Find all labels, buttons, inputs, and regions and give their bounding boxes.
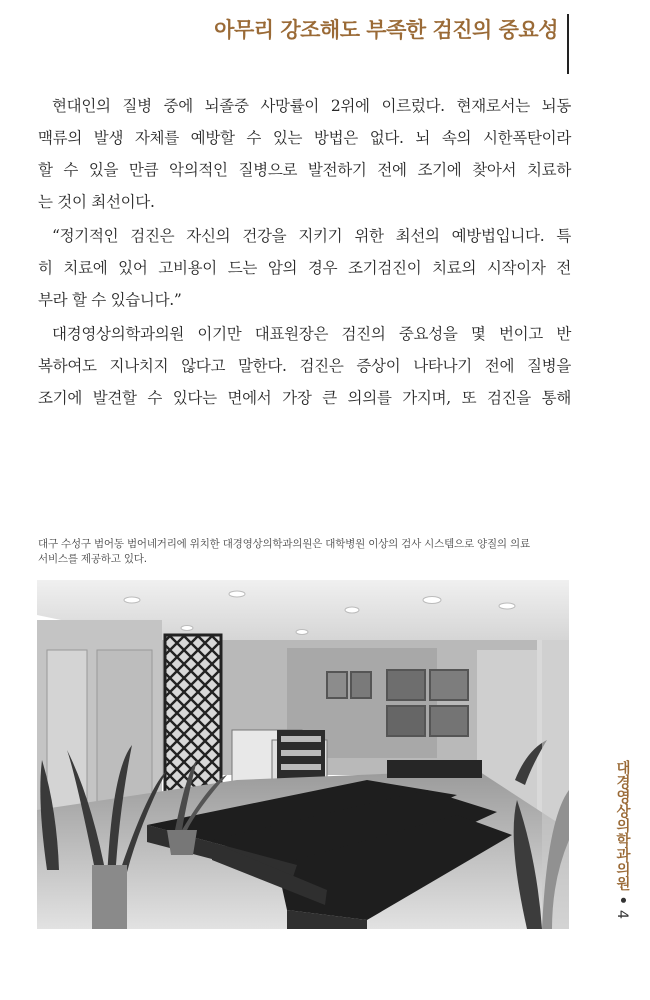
body-line: 조기에 발견할 수 있다는 면에서 가장 큰 의의를 가지며, 또 검진을 통해: [38, 389, 571, 407]
body-line: “정기적인 검진은 자신의 건강을 지키기 위한 최선의 예방법입니다. 특: [52, 227, 571, 245]
photo-caption: [38, 537, 578, 567]
body-line: 맥류의 발생 자체를 예방할 수 있는 방법은 없다. 뇌 속의 시한폭탄이라: [38, 129, 571, 147]
article-body: [38, 90, 571, 414]
body-line: 복하여도 지나치지 않다고 말한다. 검진은 증상이 나타나기 전에 질병을: [38, 357, 571, 375]
body-line: 현대인의 질병 중에 뇌졸중 사망률이 2위에 이르렀다. 현재로서는 뇌동: [52, 97, 571, 115]
caption-line: 서비스를 제공하고 있다.: [38, 553, 147, 565]
body-line: 히 치료에 있어 고비용이 드는 암의 경우 조기검진이 치료의 시작이자 전: [38, 259, 571, 277]
body-line: 대경영상의학과의원 이기만 대표원장은 검진의 중요성을 몇 번이고 반: [52, 325, 571, 343]
clinic-lobby-photo: [37, 580, 569, 929]
body-line: 는 것이 최선이다.: [38, 193, 155, 211]
lobby-illustration: [37, 580, 569, 929]
body-line: 할 수 있을 만큼 악의적인 질병으로 발전하기 전에 조기에 찾아서 치료하: [38, 161, 571, 179]
page-title: 아무리 강조해도 부족한 검진의 중요성: [214, 18, 558, 42]
body-line: 부라 할 수 있습니다.”: [38, 291, 182, 309]
caption-line: 대구 수성구 범어동 범어네거리에 위치한 대경영상의학과의원은 대학병원 이상의 검사 시스템으로 양질의 의료: [38, 538, 530, 550]
title-rule: [567, 14, 569, 74]
running-footer: [612, 760, 642, 940]
bullet-separator: •: [614, 895, 630, 905]
page-number: 4: [614, 909, 630, 920]
clinic-name-label: 대경영상의학과의원: [614, 760, 630, 891]
